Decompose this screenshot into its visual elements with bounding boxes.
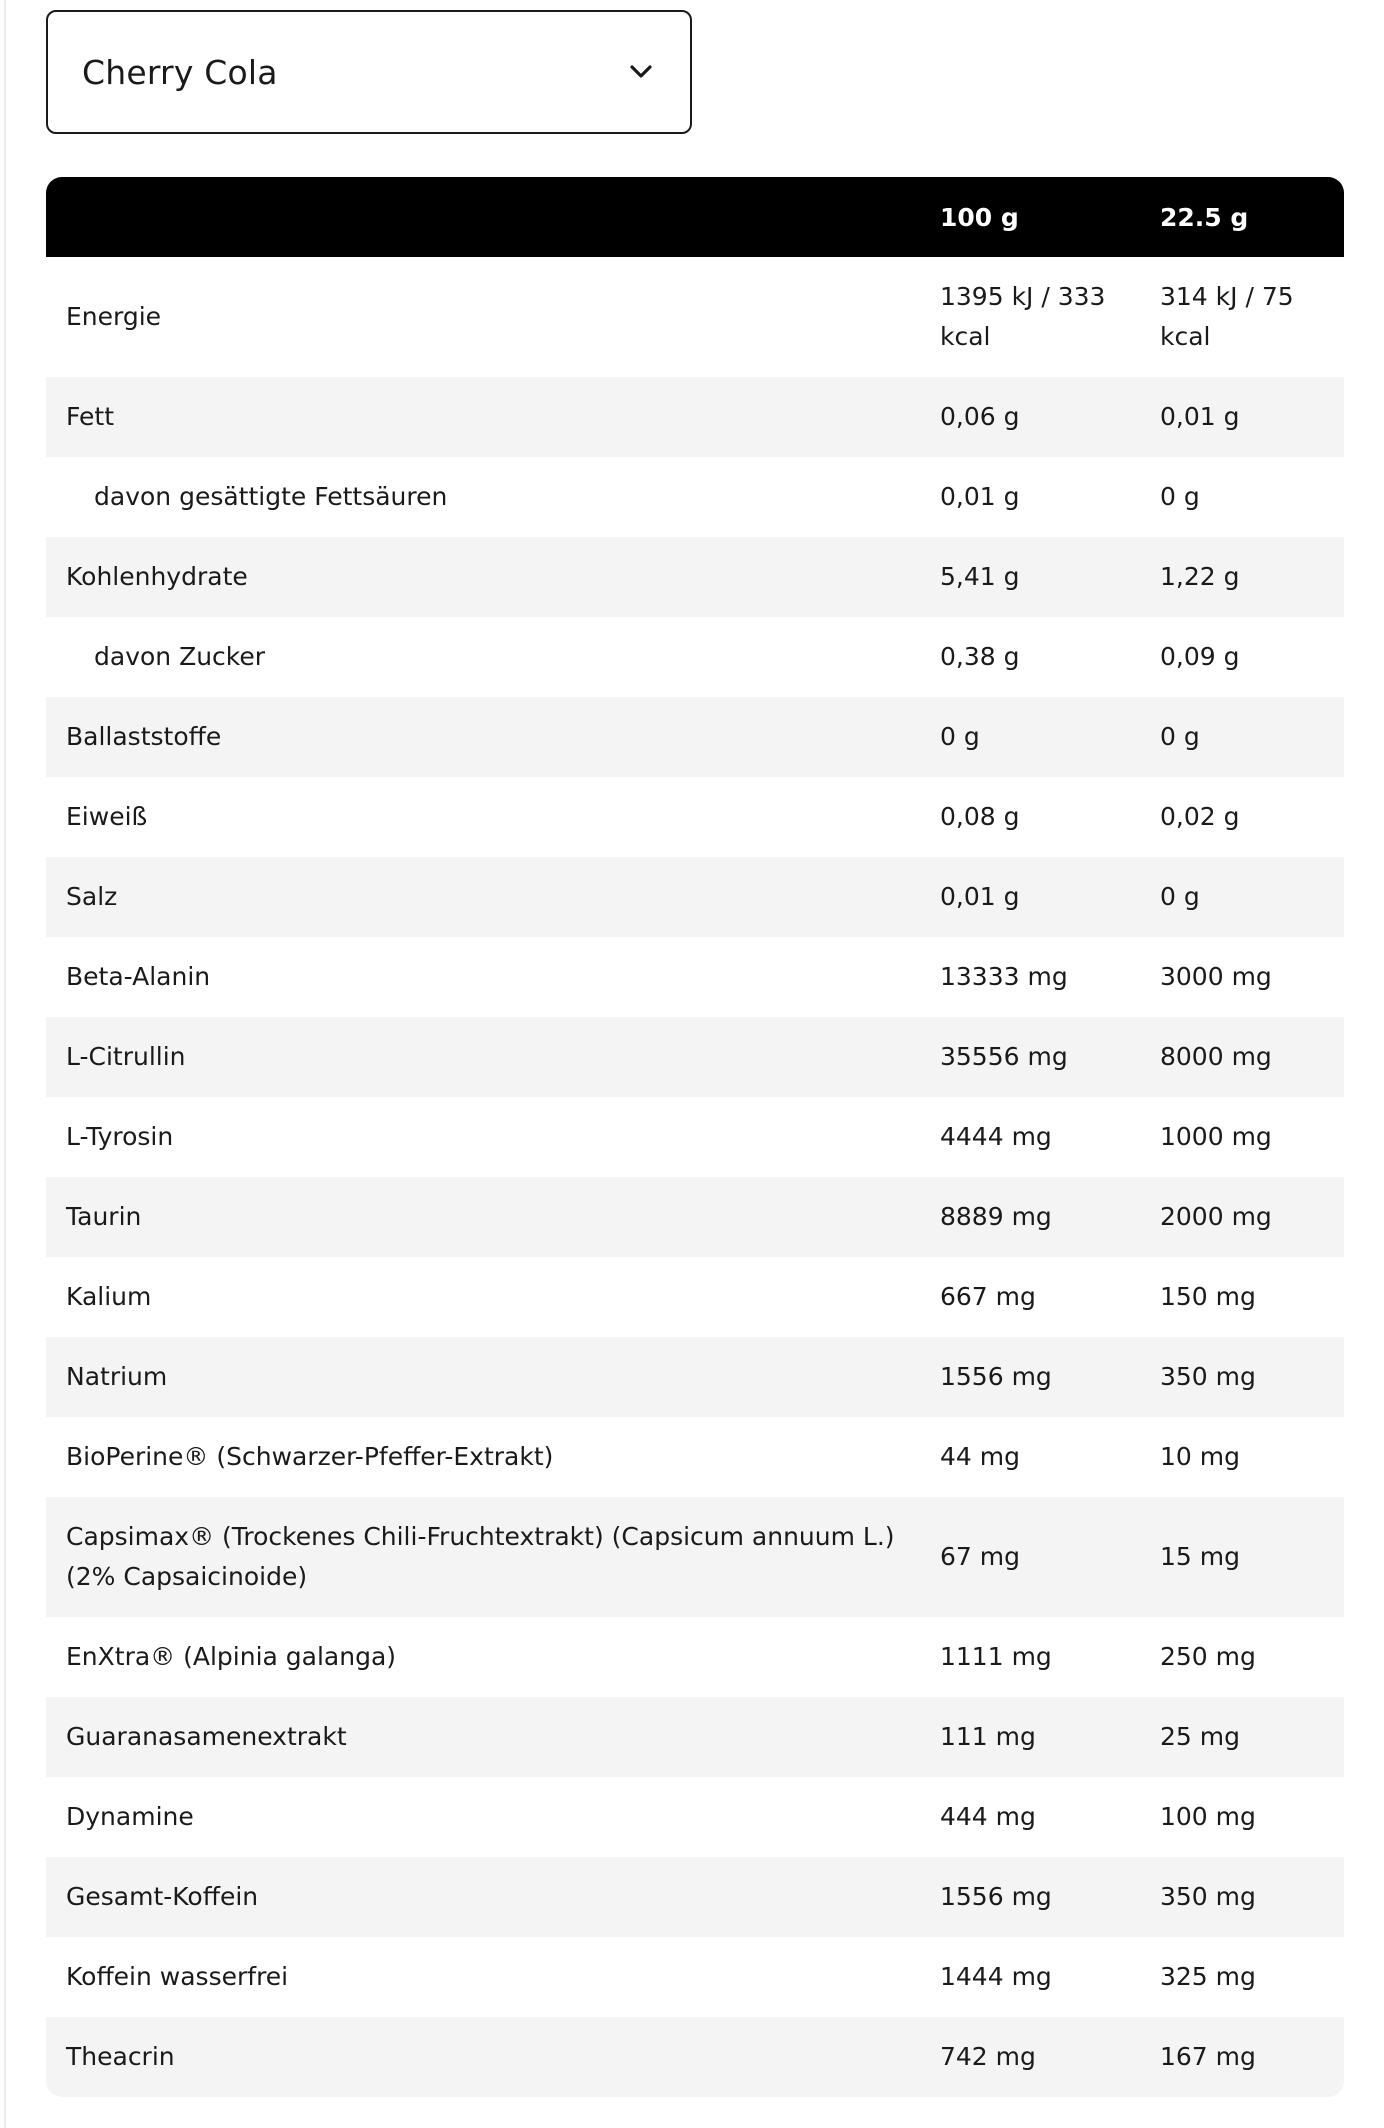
table-row [46,1097,1344,1177]
nutrient-name: Ballaststoffe [46,697,940,777]
table-row [46,537,1344,617]
value-per-100: 35556 mg [940,1017,1160,1097]
header-per-portion: 22.5 g [1160,177,1344,257]
table-row [46,1177,1344,1257]
value-per-portion: 0,02 g [1160,777,1344,857]
table-row [46,257,1344,377]
nutrient-name: Guaranasamenextrakt [46,1697,940,1777]
nutrient-name: Fett [46,377,940,457]
nutrition-table [46,177,1344,2097]
value-per-portion: 2000 mg [1160,1177,1344,1257]
value-per-portion: 1000 mg [1160,1097,1344,1177]
value-per-portion: 150 mg [1160,1257,1344,1337]
nutrient-name: davon gesättigte Fettsäuren [46,457,940,537]
value-per-100: 0,38 g [940,617,1160,697]
value-per-100: 111 mg [940,1697,1160,1777]
nutrient-name: Taurin [46,1177,940,1257]
value-per-100: 0,01 g [940,457,1160,537]
flavor-select-value: Cherry Cola [82,52,278,92]
nutrient-name: davon Zucker [46,617,940,697]
nutrient-name: Salz [46,857,940,937]
chevron-down-icon [626,57,656,87]
value-per-100: 1556 mg [940,1337,1160,1417]
nutrition-table-header [46,177,1344,257]
value-per-100: 1556 mg [940,1857,1160,1937]
table-row [46,617,1344,697]
nutrient-name: Dynamine [46,1777,940,1857]
value-per-100: 44 mg [940,1417,1160,1497]
value-per-portion: 167 mg [1160,2017,1344,2097]
value-per-portion: 8000 mg [1160,1017,1344,1097]
header-nutrient [46,177,940,257]
value-per-100: 4444 mg [940,1097,1160,1177]
table-row [46,697,1344,777]
table-row [46,857,1344,937]
nutrient-name: Kalium [46,1257,940,1337]
table-row [46,1777,1344,1857]
value-per-100: 742 mg [940,2017,1160,2097]
value-per-100: 0,06 g [940,377,1160,457]
table-row [46,937,1344,1017]
nutrient-name: L-Citrullin [46,1017,940,1097]
table-row [46,377,1344,457]
value-per-portion: 350 mg [1160,1337,1344,1417]
value-per-portion: 10 mg [1160,1417,1344,1497]
nutrient-name: Koffein wasserfrei [46,1937,940,2017]
value-per-portion: 0 g [1160,457,1344,537]
value-per-100: 1395 kJ / 333 kcal [940,257,1160,377]
nutrient-name: Beta-Alanin [46,937,940,1017]
nutrient-name: Eiweiß [46,777,940,857]
flavor-select[interactable] [46,10,692,134]
table-row [46,1497,1344,1617]
table-row [46,2017,1344,2097]
table-row [46,1697,1344,1777]
value-per-100: 13333 mg [940,937,1160,1017]
table-row [46,777,1344,857]
table-row [46,1617,1344,1697]
table-row [46,1417,1344,1497]
table-row [46,457,1344,537]
value-per-portion: 0,09 g [1160,617,1344,697]
page-left-border [4,0,6,2128]
value-per-portion: 15 mg [1160,1497,1344,1617]
value-per-portion: 25 mg [1160,1697,1344,1777]
nutrient-name: EnXtra® (Alpinia galanga) [46,1617,940,1697]
value-per-100: 5,41 g [940,537,1160,617]
value-per-100: 1111 mg [940,1617,1160,1697]
value-per-portion: 1,22 g [1160,537,1344,617]
value-per-100: 0,08 g [940,777,1160,857]
value-per-portion: 350 mg [1160,1857,1344,1937]
value-per-100: 67 mg [940,1497,1160,1617]
value-per-100: 0,01 g [940,857,1160,937]
table-row [46,1337,1344,1417]
table-row [46,1017,1344,1097]
nutrient-name: Energie [46,257,940,377]
value-per-portion: 314 kJ / 75 kcal [1160,257,1344,377]
value-per-100: 667 mg [940,1257,1160,1337]
value-per-100: 1444 mg [940,1937,1160,2017]
value-per-portion: 0,01 g [1160,377,1344,457]
nutrient-name: BioPerine® (Schwarzer-Pfeffer-Extrakt) [46,1417,940,1497]
nutrient-name: L-Tyrosin [46,1097,940,1177]
value-per-portion: 325 mg [1160,1937,1344,2017]
nutrient-name: Gesamt-Koffein [46,1857,940,1937]
value-per-100: 8889 mg [940,1177,1160,1257]
table-row [46,1257,1344,1337]
value-per-portion: 100 mg [1160,1777,1344,1857]
nutrient-name: Kohlenhydrate [46,537,940,617]
value-per-100: 0 g [940,697,1160,777]
value-per-100: 444 mg [940,1777,1160,1857]
nutrient-name: Theacrin [46,2017,940,2097]
value-per-portion: 3000 mg [1160,937,1344,1017]
value-per-portion: 250 mg [1160,1617,1344,1697]
value-per-portion: 0 g [1160,857,1344,937]
table-row [46,1857,1344,1937]
value-per-portion: 0 g [1160,697,1344,777]
header-per-100: 100 g [940,177,1160,257]
nutrient-name: Capsimax® (Trockenes Chili-Fruchtextrakt) (Capsicum annuum L.) (2% Capsaicinoide) [46,1497,940,1617]
nutrient-name: Natrium [46,1337,940,1417]
table-row [46,1937,1344,2017]
